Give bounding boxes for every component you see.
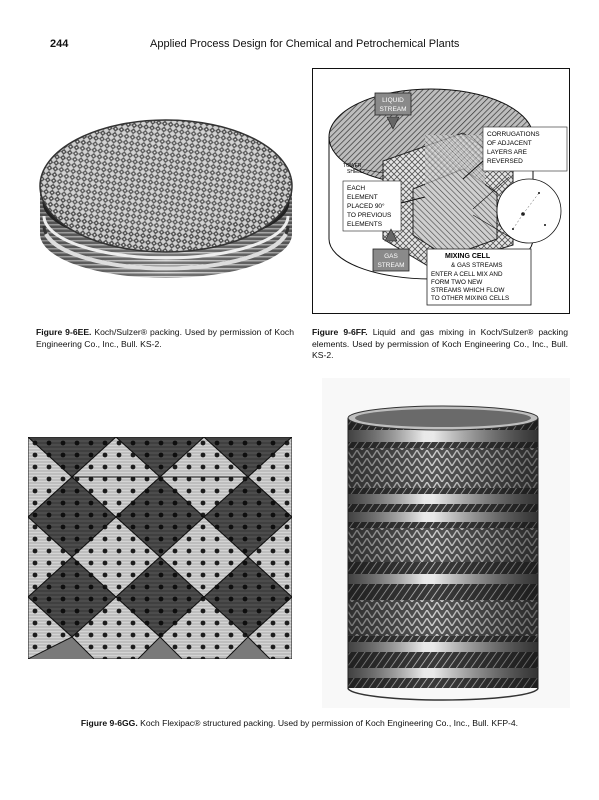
page-number: 244 xyxy=(50,38,69,50)
label-each-element-5: ELEMENTS xyxy=(347,221,383,228)
label-corrugations-4: REVERSED xyxy=(487,158,523,165)
caption-text: Liquid and gas mixing in Koch/Sulzer® packing elements. Used by permission of Koch Engineering Co., Inc., Bull. KS-2. xyxy=(312,327,568,360)
label-corrugations-2: OF ADJACENT xyxy=(487,140,532,147)
label-each-element-4: TO PREVIOUS xyxy=(347,212,392,219)
figure-9-6ee-photo xyxy=(34,84,298,300)
label-corrugations-1: CORRUGATIONS xyxy=(487,131,540,138)
label-tower-shell-2: SHELL xyxy=(347,169,363,175)
label-mixing-cell-title: MIXING CELL xyxy=(445,253,491,260)
caption-label: Figure 9-6FF. xyxy=(312,327,368,337)
figure-9-6ff-diagram xyxy=(312,68,570,314)
label-mixing-cell-2: ENTER A CELL MIX AND xyxy=(431,271,503,278)
label-corrugations-3: LAYERS ARE xyxy=(487,149,527,156)
label-liquid-stream-2: STREAM xyxy=(379,106,407,113)
caption-text: Koch Flexipac® structured packing. Used by permission of Koch Engineering Co., Inc., Bull. KFP-4. xyxy=(140,718,519,728)
label-each-element-2: ELEMENT xyxy=(347,194,378,201)
label-mixing-cell-3: FORM TWO NEW xyxy=(431,279,483,286)
running-title: Applied Process Design for Chemical and Petrochemical Plants xyxy=(150,38,460,50)
label-mixing-cell-5: TO OTHER MIXING CELLS xyxy=(431,295,510,302)
caption-label: Figure 9-6EE. xyxy=(36,327,92,337)
figure-9-6gg-photo-closeup xyxy=(28,437,292,659)
caption-figure-9-6ee xyxy=(36,327,294,350)
label-tower-shell-1: TOWER xyxy=(343,163,362,169)
caption-figure-9-6gg xyxy=(0,718,599,730)
caption-label: Figure 9-6GG. xyxy=(80,718,138,728)
figure-9-6gg-photo-cylinder xyxy=(322,378,570,708)
label-each-element-1: EACH xyxy=(347,185,366,192)
label-gas-stream-1: GAS xyxy=(384,253,398,260)
label-gas-stream-2: STREAM xyxy=(377,262,405,269)
caption-text: Koch/Sulzer® packing. Used by permission of Koch Engineering Co., Inc., Bull. KS-2. xyxy=(36,327,294,349)
label-liquid-stream-1: LIQUID xyxy=(382,97,404,104)
label-mixing-cell-4: STREAMS WHICH FLOW xyxy=(431,287,505,294)
label-mixing-cell-1: & GAS STREAMS xyxy=(451,262,503,269)
caption-figure-9-6ff xyxy=(312,327,568,362)
label-each-element-3: PLACED 90° xyxy=(347,203,385,210)
